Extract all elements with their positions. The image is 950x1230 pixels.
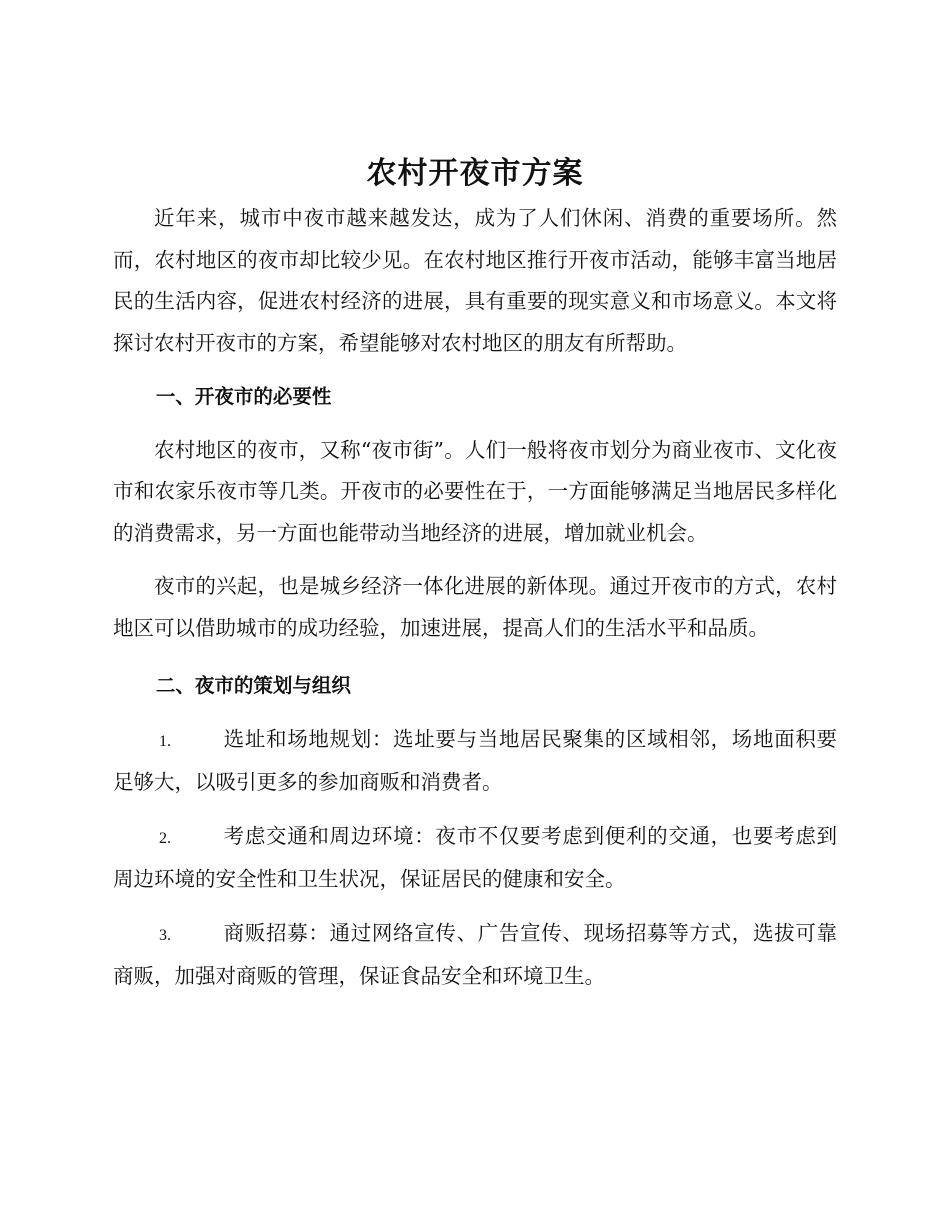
section-heading-planning: 二、夜市的策划与组织: [155, 674, 351, 697]
list-item-text: 商贩招募：通过网络宣传、广告宣传、现场招募等方式，选拔可靠商贩，加强对商贩的管理，保证食品安全和环境卫生。: [113, 920, 837, 988]
intro-paragraph: 近年来，城市中夜市越来越发达，成为了人们休闲、消费的重要场所。然而，农村地区的夜市却比较少见。在农村地区推行开夜市活动，能够丰富当地居民的生活内容，促进农村经济的进展，具有重要的现实意义和市场意义。本文将探讨农村开夜市的方案，希望能够对农村地区的朋友有所帮助。: [113, 206, 837, 355]
list-item: [113, 816, 837, 901]
section-paragraph: 农村地区的夜市，又称“夜市街”。人们一般将夜市划分为商业夜市、文化夜市和农家乐夜市等几类。开夜市的必要性在于，一方面能够满足当地居民多样化的消费需求，另一方面也能带动当地经济的进展，增加就业机会。: [113, 437, 837, 545]
spacer: [113, 418, 837, 430]
list-item-text: 选址和场地规划：选址要与当地居民聚集的区域相邻，场地面积要足够大，以吸引更多的参加商贩和消费者。: [113, 726, 837, 794]
spacer: [113, 707, 837, 719]
spacer: [113, 901, 837, 913]
list-item-number: 3.: [159, 926, 171, 944]
list-item: [113, 913, 837, 998]
spacer: [113, 364, 837, 376]
document-title: 农村开夜市方案: [366, 156, 584, 191]
list-item-text: 考虑交通和周边环境：夜市不仅要考虑到便利的交通，也要考虑到周边环境的安全性和卫生状况，保证居民的健康和安全。: [113, 823, 837, 891]
spacer: [113, 649, 837, 665]
section-heading-necessity: 一、开夜市的必要性: [155, 385, 332, 408]
list-item-number: 2.: [159, 829, 171, 847]
section-paragraph: 夜市的兴起，也是城乡经济一体化进展的新体现。通过开夜市的方式，农村地区可以借助城市的成功经验，加速进展，提高人们的生活水平和品质。: [113, 574, 837, 640]
spacer: [113, 554, 837, 566]
list-item: [113, 719, 837, 804]
list-item-number: 1.: [159, 732, 171, 750]
spacer: [113, 804, 837, 816]
document-body: [113, 150, 837, 998]
